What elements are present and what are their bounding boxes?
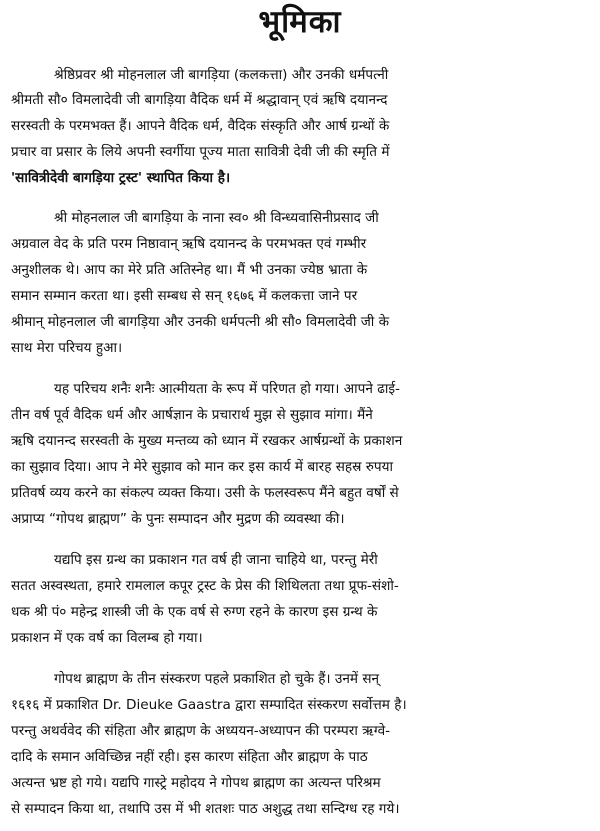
text-line: श्रीमान् मोहनलाल जी बागड़िया और उनकी धर्मपत्नी श्री सौ० विमलादेवी जी के xyxy=(11,314,390,330)
text-line: परन्तु अथर्ववेद की संहिता और ब्राह्मण के अध्ययन-अध्यापन की परम्परा ऋग्वे- xyxy=(11,723,391,739)
text-line: श्री मोहनलाल जी बागड़िया के नाना स्व० श्री विन्ध्यवासिनीप्रसाद जी xyxy=(54,210,379,226)
text-line: 'सावित्रीदेवी बागड़िया ट्रस्ट' स्थापित किया है। xyxy=(11,170,231,186)
text-line: प्रचार वा प्रसार के लिये अपनी स्वर्गीया पूज्य माता सावित्री देवी जी की स्मृति में xyxy=(11,144,390,160)
text-line: धक श्री पं० महेन्द्र शास्त्री जी के एक वर्ष से रुग्ण रहने के कारण इस ग्रन्थ के xyxy=(11,604,378,620)
text-line: का सुझाव दिया। आप ने मेरे सुझाव को मान कर इस कार्य में बारह सहस्र रुपया xyxy=(11,459,394,475)
text-line: श्रेष्ठिप्रवर श्री मोहनलाल जी बागड़िया (कलकत्ता) और उनकी धर्मपत्नी xyxy=(54,67,389,83)
text-line: श्रीमती सौ० विमलादेवी जी बागड़िया वैदिक धर्म में श्रद्धावान् एवं ऋषि दयानन्द xyxy=(11,92,388,108)
text-line: अत्यन्त भ्रष्ट हो गये। यद्यपि गास्ट्रे महोदय ने गोपथ ब्राह्मण का अत्यन्त परिश्रम xyxy=(11,775,381,791)
text-line: गोपथ ब्राह्मण के तीन संस्करण पहले प्रकाशित हो चुके हैं। उनमें सन् xyxy=(54,671,380,687)
text-line: १६१६ में प्रकाशित Dr. Dieuke Gaastra द्वारा सम्पादित संस्करण सर्वोत्तम है। xyxy=(11,697,407,713)
text-line: सरस्वती के परमभक्त हैं। आपने वैदिक धर्म, वैदिक संस्कृति और आर्ष ग्रन्थों के xyxy=(11,118,390,134)
text-line: दादि के समान अविच्छिन्न नहीं रही। इस कारण संहिता और ब्राह्मण के पाठ xyxy=(11,749,368,765)
text-line: तीन वर्ष पूर्व वैदिक धर्म और आर्षज्ञान के प्रचारार्थ मुझ से सुझाव मांगा। मैंने xyxy=(11,407,373,423)
text-line: साथ मेरा परिचय हुआ। xyxy=(11,340,123,356)
text-line: अनुशीलक थे। आप का मेरे प्रति अतिस्नेह था। मैं भी उनका ज्येष्ठ भ्राता के xyxy=(11,262,368,278)
text-line: समान सम्मान करता था। इसी सम्बध से सन् १६७६ में कलकत्ता जाने पर xyxy=(11,288,358,304)
text-line: अग्रवाल वेद के प्रति परम निष्ठावान् ऋषि दयानन्द के परमभक्त एवं गम्भीर xyxy=(11,236,367,252)
text-line: से सम्पादन किया था, तथापि उस में भी शतशः पाठ अशुद्ध तथा सन्दिग्ध रह गये। xyxy=(11,801,400,817)
text-line: अप्राप्य “गोपथ ब्राह्मण” के पुनः सम्पादन और मुद्रण की व्यवस्था की। xyxy=(11,511,345,527)
text-line: प्रकाशन में एक वर्ष का विलम्ब हो गया। xyxy=(11,630,203,646)
text-line: यद्यपि इस ग्रन्थ का प्रकाशन गत वर्ष ही जाना चाहिये था, परन्तु मेरी xyxy=(54,552,378,568)
text-line: यह परिचय शनैः शनैः आत्मीयता के रूप में परिणत हो गया। आपने ढाई- xyxy=(54,381,400,397)
text-line: ऋषि दयानन्द सरस्वती के मुख्य मन्तव्य को ध्यान में रखकर आर्षग्रन्थों के प्रकाशन xyxy=(11,433,403,449)
text-line: सतत अस्वस्थता, हमारे रामलाल कपूर ट्रस्ट के प्रेस की शिथिलता तथा प्रूफ-संशो- xyxy=(11,578,399,594)
text-line: प्रतिवर्ष व्यय करने का संकल्प व्यक्त किया। उसी के फलस्वरूप मैंने बहुत वर्षों से xyxy=(11,485,399,501)
page-title: भूमिका xyxy=(258,4,342,40)
